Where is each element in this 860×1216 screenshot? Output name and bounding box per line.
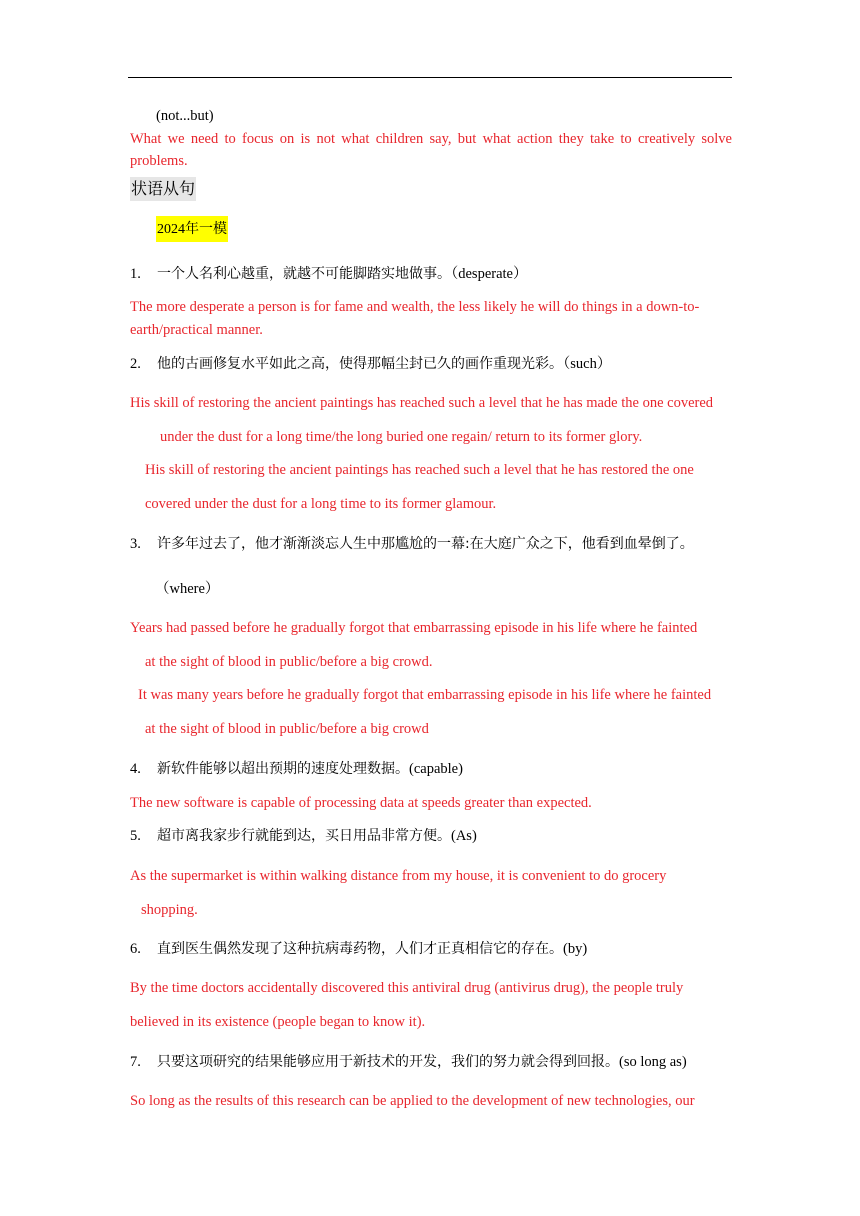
answer-line: earth/practical manner. — [130, 322, 263, 338]
question-3: 3. 许多年过去了，他才渐渐淡忘人生中那尴尬的一幕:在大庭广众之下，他看到血晕倒了。 — [130, 536, 694, 552]
answer-line: It was many years before he gradually forgot that embarrassing episode in his life where he fainted — [138, 687, 712, 703]
answer-line: His skill of restoring the ancient paintings has reached such a level that he has restored the one — [145, 462, 694, 478]
question-2: 2. 他的古画修复水平如此之高，使得那幅尘封已久的画作重现光彩。（such） — [130, 356, 612, 372]
answer-line: covered under the dust for a long time to its former glamour. — [145, 496, 497, 512]
question-5: 5. 超市离我家步行就能到达，买日用品非常方便。(As) — [130, 828, 477, 844]
question-4: 4. 新软件能够以超出预期的速度处理数据。(capable) — [130, 761, 463, 777]
year-tag — [156, 216, 228, 242]
question-6: 6. 直到医生偶然发现了这种抗病毒药物，人们才正真相信它的存在。(by) — [130, 941, 588, 957]
answer-line: So long as the results of this research can be applied to the development of new technologies, our — [130, 1093, 695, 1109]
header-note: (not...but) — [156, 108, 214, 124]
intro-answer: What we need to focus on is not what children say, but what action they take to creatively solve problems. — [130, 131, 732, 169]
question-prompt: 许多年过去了，他才渐渐淡忘人生中那尴尬的一幕:在大庭广众之下，他看到血晕倒了。 — [157, 536, 694, 552]
year-tag-number: 2024 — [157, 222, 185, 237]
question-hint: (so long as) — [619, 1054, 687, 1070]
answer-line: at the sight of blood in public/before a big crowd. — [145, 654, 433, 670]
question-prompt: 他的古画修复水平如此之高，使得那幅尘封已久的画作重现光彩。 — [157, 356, 563, 372]
section-title: 状语从句 — [130, 177, 196, 201]
question-prompt: 新软件能够以超出预期的速度处理数据。 — [157, 761, 409, 777]
question-hint: （where） — [155, 581, 220, 597]
answer-line: shopping. — [141, 902, 198, 918]
answer-line: As the supermarket is within walking distance from my house, it is convenient to do grocery — [130, 868, 667, 884]
question-1: 1. 一个人名利心越重，就越不可能脚踏实地做事。（desperate） — [130, 266, 528, 282]
question-hint: （such） — [563, 356, 612, 372]
answer-line: The more desperate a person is for fame and wealth, the less likely he will do things in a down-to- — [130, 299, 700, 315]
answer-line: under the dust for a long time/the long buried one regain/ return to its former glory. — [160, 429, 643, 445]
answer-line: at the sight of blood in public/before a big crowd — [145, 721, 429, 737]
question-prompt: 超市离我家步行就能到达，买日用品非常方便。 — [157, 828, 451, 844]
question-hint: (As) — [451, 828, 477, 844]
answer-line: The new software is capable of processing data at speeds greater than expected. — [130, 795, 592, 811]
answer-line: His skill of restoring the ancient paintings has reached such a level that he has made the one covered — [130, 395, 714, 411]
question-hint: (capable) — [409, 761, 463, 777]
year-tag-text: 年一模 — [185, 221, 227, 237]
question-prompt: 只要这项研究的结果能够应用于新技术的开发，我们的努力就会得到回报。 — [157, 1054, 619, 1070]
question-hint: （desperate） — [451, 266, 528, 282]
question-hint: (by) — [563, 941, 588, 957]
header-rule — [128, 77, 732, 78]
answer-line: Years had passed before he gradually forgot that embarrassing episode in his life where he fainted — [130, 620, 698, 636]
question-prompt: 直到医生偶然发现了这种抗病毒药物，人们才正真相信它的存在。 — [157, 941, 563, 957]
answer-line: By the time doctors accidentally discovered this antiviral drug (antivirus drug), the people truly — [130, 980, 684, 996]
question-prompt: 一个人名利心越重，就越不可能脚踏实地做事。 — [157, 266, 451, 282]
question-7: 7. 只要这项研究的结果能够应用于新技术的开发，我们的努力就会得到回报。(so long as) — [130, 1054, 687, 1070]
answer-line: believed in its existence (people began to know it). — [130, 1014, 426, 1030]
